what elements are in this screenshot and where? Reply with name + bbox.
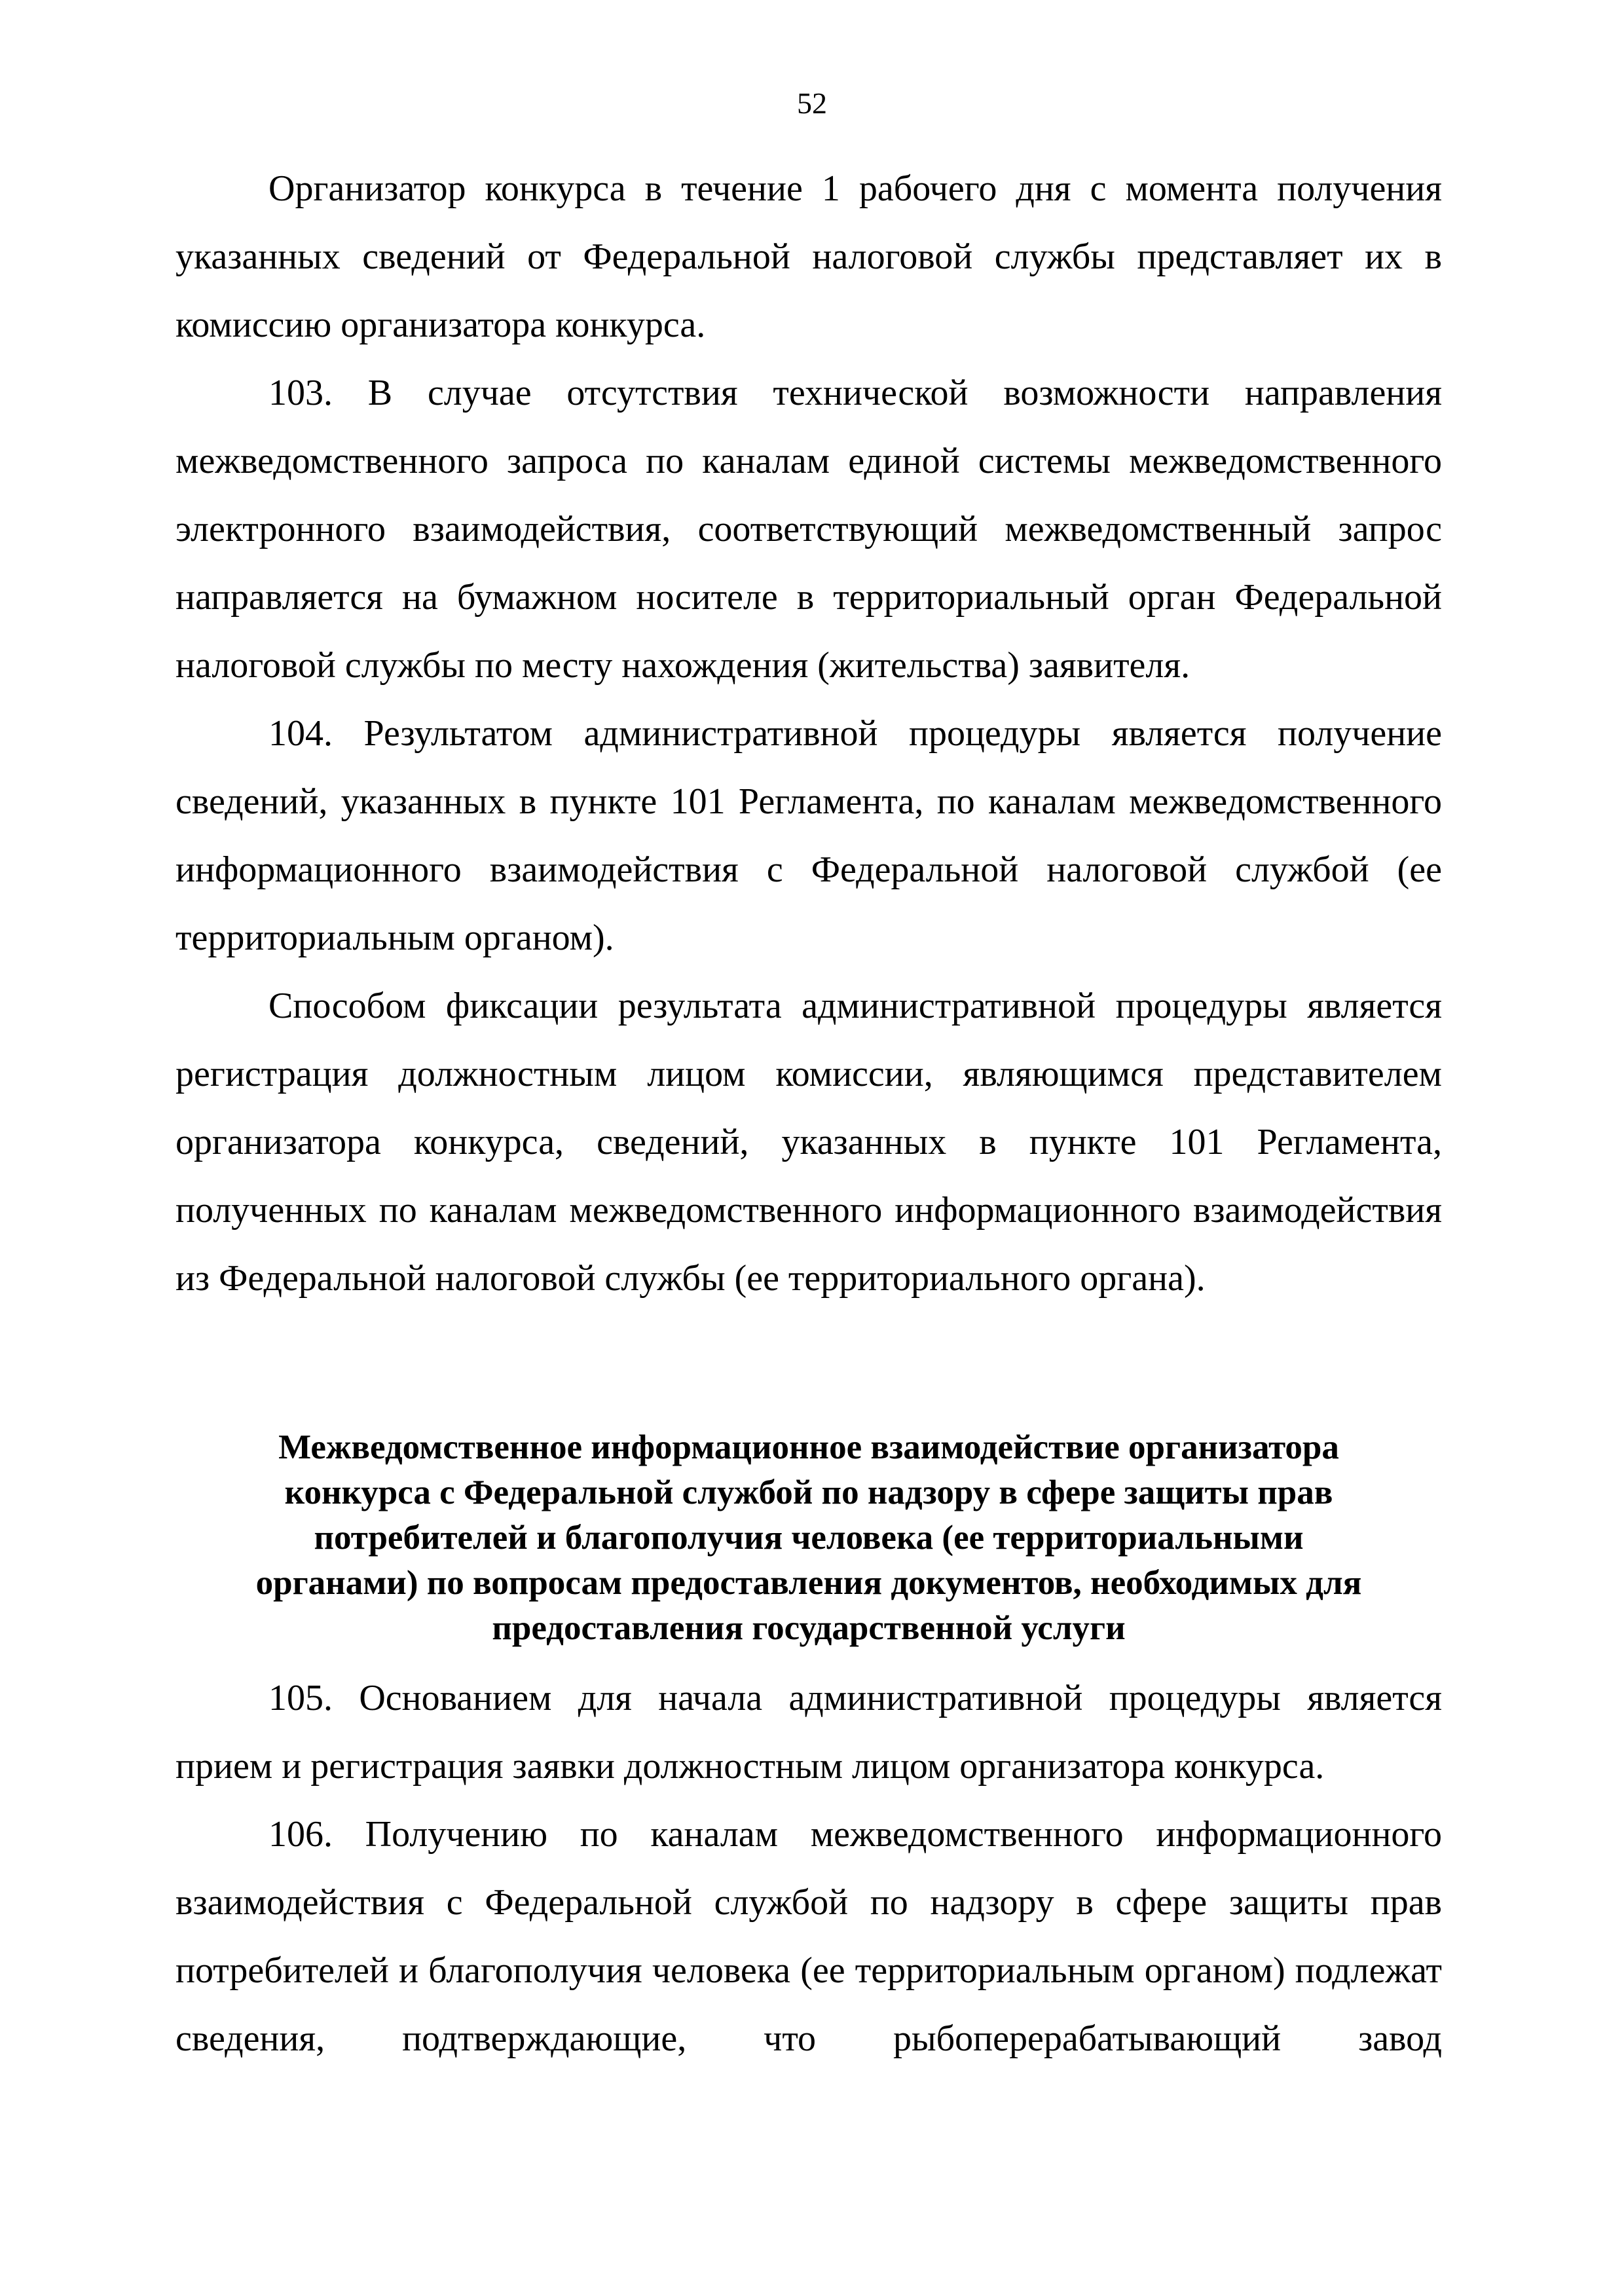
section-heading-line: Межведомственное информационное взаимодействие организатора (278, 1428, 1339, 1466)
paragraph-106: 106. Получению по каналам межведомственного информационного взаимодействия с Федеральной службой по надзору в сфере защиты прав потребителей и благополучия человека (ее территориальным органом) подлежат сведения, подтверждающие, что рыбоперерабатывающий завод (175, 1814, 1442, 2059)
section-heading-line: потребителей и благополучия человека (ее территориальными (314, 1519, 1304, 1557)
paragraph-104-fixation: Способом фиксации результата административной процедуры является регистрация должностным лицом комиссии, являющимся представителем организатора конкурса, сведений, указанных в пункте 101 Регламента, полученных по каналам межведомственного информационного взаимодействия из Федеральной налоговой службы (ее территориального органа). (175, 986, 1442, 1299)
page-number: 52 (797, 86, 827, 120)
section-heading-line: конкурса с Федеральной службой по надзору в сфере защиты прав (284, 1473, 1333, 1511)
section-heading-line: предоставления государственной услуги (492, 1609, 1126, 1647)
section-heading (175, 1425, 1442, 1651)
section-heading-line: органами) по вопросам предоставления документов, необходимых для (255, 1564, 1362, 1602)
paragraph-103: 103. В случае отсутствия технической возможности направления межведомственного запроса по каналам единой системы межведомственного электронного взаимодействия, соответствующий межведомственный запрос направляется на бумажном носителе в территориальный орган Федеральной налоговой службы по месту нахождения (жительства) заявителя. (175, 373, 1442, 686)
paragraph-105: 105. Основанием для начала административной процедуры является прием и регистрация заявки должностным лицом организатора конкурса. (175, 1678, 1442, 1787)
paragraph-organizer-notice: Организатор конкурса в течение 1 рабочего дня с момента получения указанных сведений от Федеральной налоговой службы представляет их в комиссию организатора конкурса. (175, 168, 1442, 345)
document-body (175, 155, 1442, 2073)
paragraph-104: 104. Результатом административной процедуры является получение сведений, указанных в пункте 101 Регламента, по каналам межведомственного информационного взаимодействия с Федеральной налоговой службой (ее территориальным органом). (175, 713, 1442, 958)
